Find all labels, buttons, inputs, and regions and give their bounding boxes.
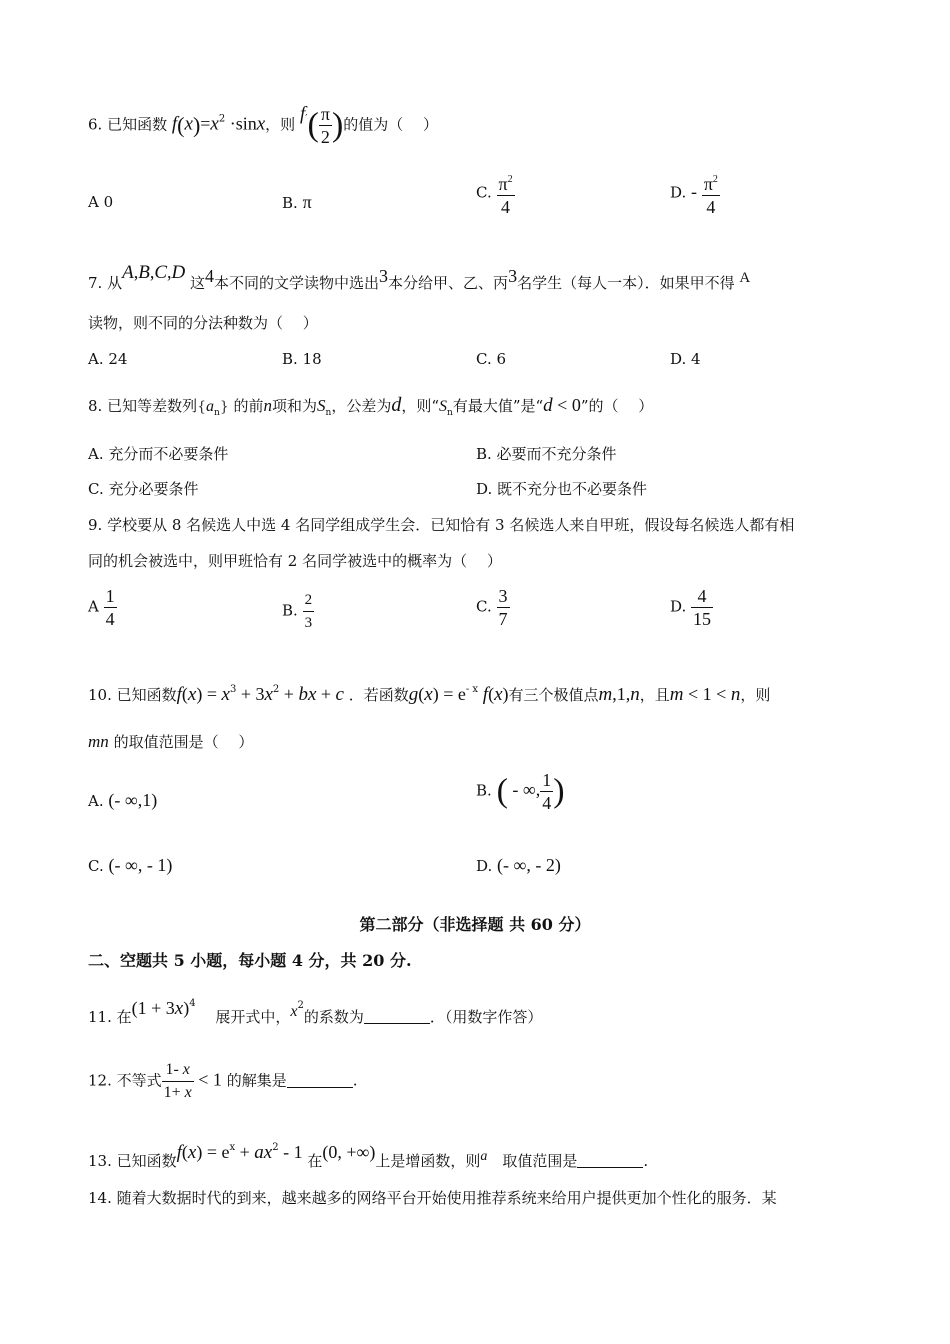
- q9-option-c: C. $\frac{3}{7}$: [476, 586, 508, 629]
- q13-stem: 13. 已知函数$f(x) = e^x + ax^2 - 1$ 在(0, +∞)上是增函数，则a 取值范围是 .: [88, 1142, 649, 1170]
- q13-answer-blank: [577, 1153, 643, 1168]
- q7-option-a: A. 24: [88, 350, 128, 368]
- q6-stem: 6. 已知函数 $f(x)=x^2 \cdot\sin x$，则 f′( $\frac{\pi}{2}$ )的值为（ ）: [88, 103, 439, 147]
- q9-stem-line2: 同的机会被选中，则甲班恰有 2 名同学被选中的概率为（ ）: [88, 552, 502, 570]
- q11-answer-blank: [364, 1009, 430, 1024]
- q8-option-a: A. 充分而不必要条件: [88, 445, 229, 463]
- q9-option-d: D. $\frac{4}{15}$: [670, 586, 712, 629]
- q8-stem: 8. 已知等差数列$\{a_n\}$ 的前n项和为$S_n$，公差为d，则“$S_n$有最大值”是“d < 0”的（ ）: [88, 394, 654, 418]
- q12-stem: 12. 不等式 $\frac{1- x}{1+ x}$ < 1 的解集是 .: [88, 1061, 358, 1101]
- q6-option-a: A 0: [88, 193, 114, 211]
- q10-option-b: B. ( - ∞, $\frac{1}{4}$ ): [476, 770, 565, 813]
- q7-option-d: D. 4: [670, 350, 701, 368]
- q12-answer-blank: [287, 1073, 353, 1088]
- q14-stem: 14. 随着大数据时代的到来，越来越多的网络平台开始使用推荐系统来给用户提供更加个性化的服务．某: [88, 1189, 777, 1207]
- q10-option-a: A. (- ∞,1): [88, 790, 158, 810]
- q7-stem: 7. 从A,B,C,D 这4本不同的文学读物中选出3本分给甲、乙、丙3名学生（每人一本）．如果甲不得 A: [88, 262, 751, 292]
- section-heading: 二、空题共 5 小题，每小题 4 分，共 20 分.: [88, 951, 412, 970]
- q9-option-a: A $\frac{1}{4}$: [88, 586, 115, 629]
- q7-option-b: B. 18: [282, 350, 322, 368]
- q9-stem-line1: 9. 学校要从 8 名候选人中选 4 名同学组成学生会．已知恰有 3 名候选人来自甲班，假设每名候选人都有相: [88, 516, 795, 534]
- q7-option-c: C. 6: [476, 350, 507, 368]
- q10-option-c: C. (- ∞, - 1): [88, 855, 173, 875]
- part2-heading: 第二部分（非选择题 共 60 分）: [359, 915, 591, 934]
- q8-option-b: B. 必要而不充分条件: [476, 445, 617, 463]
- q10-stem-line2: mn 的取值范围是（ ）: [88, 732, 254, 751]
- q6-option-c: C. $\frac{\pi^2}{4}$: [476, 170, 515, 217]
- q10-option-d: D. (- ∞, - 2): [476, 855, 561, 875]
- q7-stem-line2: 读物，则不同的分法种数为（ ）: [88, 314, 318, 332]
- q11-stem: 11. 在$(1 + 3x)^4$ 展开式中，$x^2$的系数为 ．（用数字作答）: [88, 998, 543, 1026]
- q8-option-d: D. 既不充分也不必要条件: [476, 480, 648, 498]
- q6-option-d: D. - $\frac{\pi^2}{4}$: [670, 170, 720, 217]
- q10-stem: 10. 已知函数$f(x) = x^3 + 3x^2$ + bx + c ．若函数$g(x) = e^{- x}$ f(x)有三个极值点m,1,n，且m < 1 < n，则: [88, 684, 771, 705]
- q8-option-c: C. 充分必要条件: [88, 480, 199, 498]
- q9-option-b: B. $\frac{2}{3}$: [282, 592, 313, 631]
- q6-option-b: B. π: [282, 192, 312, 212]
